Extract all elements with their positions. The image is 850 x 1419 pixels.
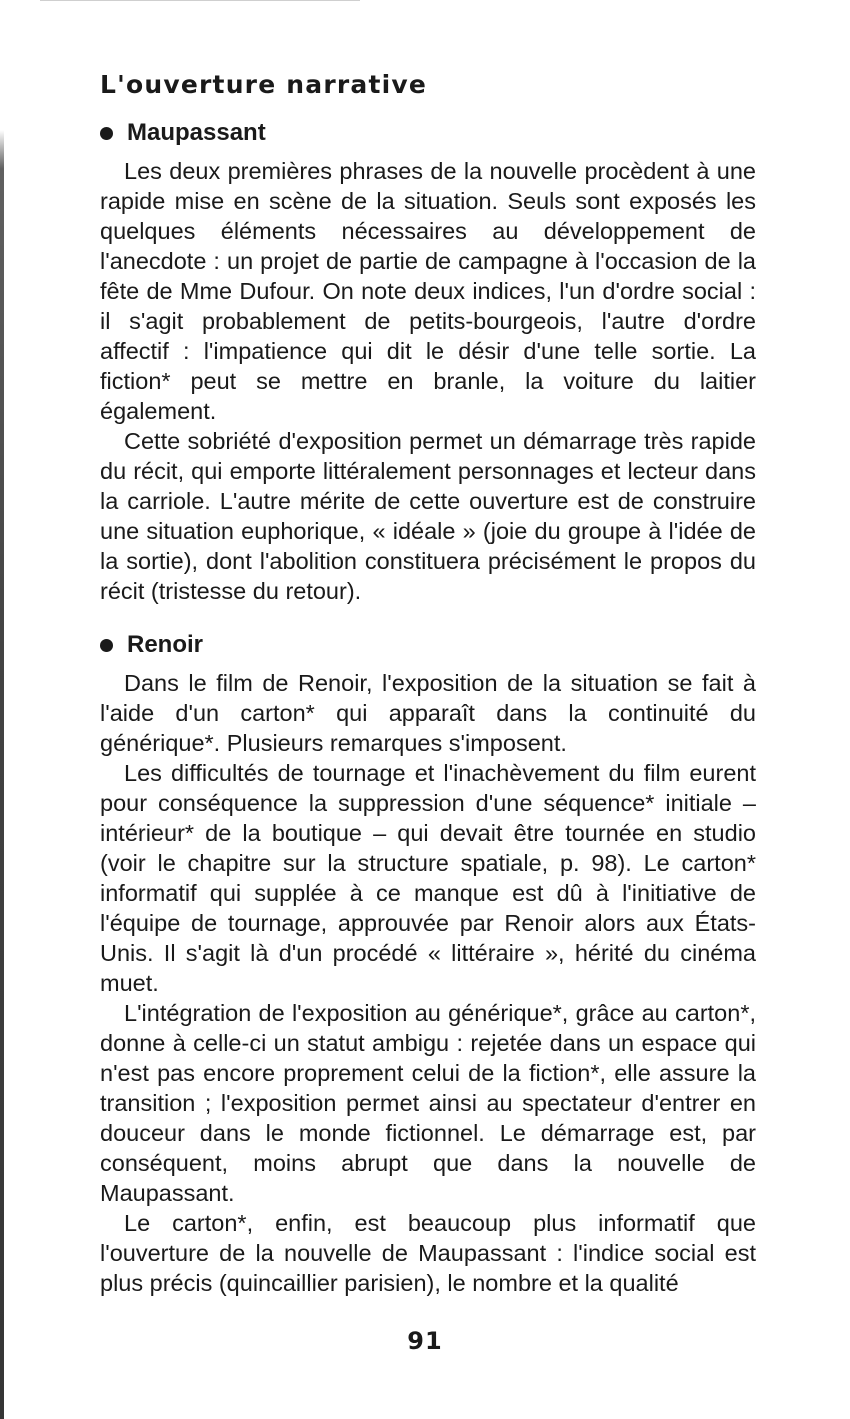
- section-renoir: [100, 630, 756, 1298]
- section-heading: [100, 118, 756, 148]
- section-maupassant: [100, 118, 756, 606]
- paragraph: Dans le film de Renoir, l'exposition de la situation se fait à l'aide d'un carton* qui apparaît dans la continuité du générique*. Plusieurs remarques s'imposent.: [100, 670, 756, 756]
- section-heading-label: Renoir: [127, 631, 204, 658]
- binding-edge-shadow: [0, 130, 4, 1419]
- paragraph: L'intégration de l'exposition au générique*, grâce au carton*, donne à celle-ci un statut ambigu : rejetée dans un espace qui n'est pas encore proprement celui de la fiction*, elle assure la transition ; l'exposition permet ainsi au spectateur d'entrer en douceur dans le monde fictionnel. Le démarrage est, par conséquent, moins abrupt que dans la nouvelle de Maupassant.: [100, 1000, 756, 1206]
- paragraph: Cette sobriété d'exposition permet un démarrage très rapide du récit, qui emporte littéralement personnages et lecteur dans la carriole. L'autre mérite de cette ouverture est de construire une situation euphorique, « idéale » (joie du groupe à l'idée de la sortie), dont l'abolition constituera précisément le propos du récit (tristesse du retour).: [100, 428, 756, 604]
- top-rule: [40, 0, 360, 1]
- section-heading-label: Maupassant: [127, 119, 266, 146]
- section-heading: [100, 630, 756, 660]
- paragraph: Les deux premières phrases de la nouvelle procèdent à une rapide mise en scène de la situation. Seuls sont exposés les quelques éléments nécessaires au développement de l'anecdote : un projet de partie de campagne à l'occasion de la fête de Mme Dufour. On note deux indices, l'un d'ordre social : il s'agit probablement de petits-bourgeois, l'autre d'ordre affectif : l'impatience qui dit le désir d'une telle sortie. La fiction* peut se mettre en branle, la voiture du laitier également.: [100, 158, 756, 424]
- page-content: [100, 60, 756, 1298]
- page-number: 91: [407, 1327, 443, 1355]
- chapter-title: L'ouverture narrative: [100, 70, 428, 99]
- bullet-icon: [100, 127, 113, 140]
- bullet-icon: [100, 639, 113, 652]
- paragraph: Les difficultés de tournage et l'inachèvement du film eurent pour conséquence la suppression d'une séquence* initiale – intérieur* de la boutique – qui devait être tournée en studio (voir le chapitre sur la structure spatiale, p. 98). Le carton* informatif qui supplée à ce manque est dû à l'initiative de l'équipe de tournage, approuvée par Renoir alors aux États-Unis. Il s'agit là d'un procédé « littéraire », hérité du cinéma muet.: [100, 760, 756, 996]
- paragraph: Le carton*, enfin, est beaucoup plus informatif que l'ouverture de la nouvelle de Maupassant : l'indice social est plus précis (quincaillier parisien), le nombre et la qualité: [100, 1210, 756, 1296]
